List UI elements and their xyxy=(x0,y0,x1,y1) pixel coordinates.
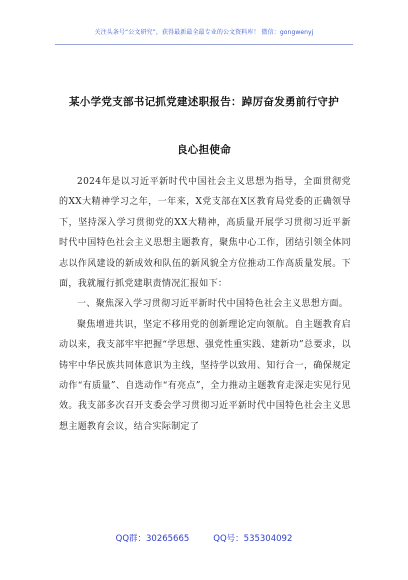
document-title-line-1: 某小学党支部书记抓党建述职报告：踔厉奋发勇前行守护 xyxy=(69,96,339,108)
document-body xyxy=(59,172,351,437)
footer-qq-number: QQ号：535304092 xyxy=(213,534,293,544)
body-paragraph-intro: 2024年是以习近平新时代中国社会主义思想为指导，全面贯彻党的XX大精神学习之年，一年来，X党支部在X区教育局党委的正确领导下，坚持深入学习贯彻党的XX大精神，高质量开展学习贯彻习近平新时代中国特色社会主义思想主题教育，聚焦中心工作，团结引领全体同志以作风建设的新成效和队伍的新风貌全方位推动工作高质量发展。下面，我就履行抓党建职责情况汇报如下： xyxy=(59,177,351,290)
footer-qq-group: QQ群：30265665 xyxy=(115,534,190,544)
section-heading-1: 一、聚焦深入学习贯彻习近平新时代中国特色社会主义思想方面。 xyxy=(77,299,349,310)
body-paragraph-study: 聚焦增进共识，坚定不移用党的创新理论定向领航。自主题教育启动以来，我支部牢牢把握“学思想、强党性重实践、建新功”总要求，以铸牢中华民族共同体意识为主线，坚持学以致用、知行合一，确保规定动作“有质量”、自选动作“有亮点”，全力推动主题教育走深走实见行见效。我支部多次召开支委会学习贯彻习近平新时代中国特色社会主义思想主题教育会议，结合实际制定了 xyxy=(59,319,351,432)
footer-contact xyxy=(0,532,408,544)
header-banner: 关注头条号“公文研究”，获得最新最全最专业的公文资料库！ 微信：gongwenyj xyxy=(94,29,314,36)
header-divider xyxy=(55,44,353,45)
document-title-line-2: 良心担使命 xyxy=(177,144,231,156)
